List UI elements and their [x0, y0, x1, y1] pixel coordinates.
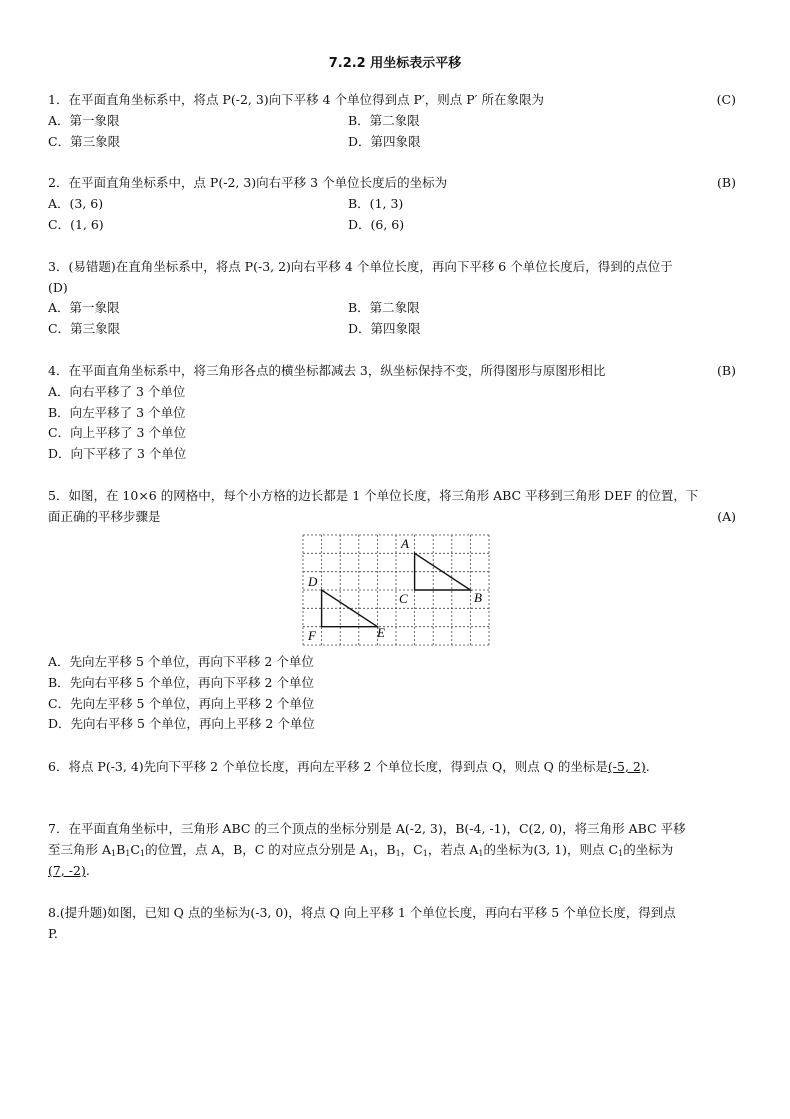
q3-option-a: A．第一象限	[48, 300, 120, 315]
q7-text: 的坐标为	[623, 842, 674, 857]
q2-option-a: A．(3, 6)	[48, 196, 104, 211]
q7-text: 的位置，点 A，B，C 的对应点分别是 A	[145, 842, 369, 857]
label-a: A	[401, 536, 409, 551]
q2-option-b: B．(1, 3)	[348, 196, 404, 211]
q6-line	[48, 759, 650, 775]
q1-stem: 1．在平面直角坐标系中，将点 P(-2, 3)向下平移 4 个单位得到点 P′，则点 P′ 所在象限为	[48, 92, 544, 107]
q7-line2	[48, 842, 673, 858]
q3-option-c: C．第三象限	[48, 321, 121, 336]
q3-answer: (D)	[48, 280, 68, 295]
q2-stem: 2．在平面直角坐标系中，点 P(-2, 3)向右平移 3 个单位长度后的坐标为	[48, 175, 448, 190]
q5-option-d: D．先向右平移 5 个单位，再向上平移 2 个单位	[48, 716, 315, 731]
q1-option-b: B．第二象限	[348, 113, 420, 128]
q7-sub: 1	[478, 849, 484, 858]
q7-text: ，B	[373, 842, 396, 857]
q5-option-b: B．先向右平移 5 个单位，再向下平移 2 个单位	[48, 675, 314, 690]
label-e: E	[377, 625, 385, 640]
q7-end: .	[85, 863, 90, 878]
q2-answer: (B)	[717, 175, 736, 190]
label-d: D	[308, 574, 318, 589]
q6-stem: 6．将点 P(-3, 4)先向下平移 2 个单位长度，再向左平移 2 个单位长度，得到点 Q，则点 Q 的坐标是	[48, 759, 608, 774]
q4-stem: 4．在平面直角坐标系中，将三角形各点的横坐标都减去 3，纵坐标保持不变，所得图形与原图形相比	[48, 363, 606, 378]
q4-option-b: B．向左平移了 3 个单位	[48, 405, 186, 420]
q4-option-c: C．向上平移了 3 个单位	[48, 425, 186, 440]
q6-end: .	[645, 759, 650, 774]
q7-sub: 1	[395, 849, 401, 858]
label-b: B	[474, 590, 482, 605]
q3-stem: 3．(易错题)在直角坐标系中，将点 P(-3, 2)向右平移 4 个单位长度，再向下平移 6 个单位长度后，得到的点位于	[48, 259, 673, 274]
q7-answer: (7, -2)	[48, 863, 86, 878]
page-title: 7.2.2 用坐标表示平移	[328, 56, 462, 71]
label-c: C	[399, 591, 408, 606]
q5-stem-line2: 面正确的平移步骤是	[48, 509, 161, 524]
q3-option-b: B．第二象限	[348, 300, 420, 315]
q5-grid-figure	[300, 532, 492, 648]
q3-option-d: D．第四象限	[348, 321, 421, 336]
label-f: F	[308, 628, 316, 643]
q5-stem-line1: 5．如图，在 10×6 的网格中，每个小方格的边长都是 1 个单位长度，将三角形 ABC 平移到三角形 DEF 的位置，下	[48, 488, 699, 503]
q7-text: C	[130, 842, 140, 857]
q7-text: ，C	[400, 842, 423, 857]
q5-option-c: C．先向左平移 5 个单位，再向上平移 2 个单位	[48, 696, 315, 711]
q7-text: 的坐标为(3, 1)，则点 C	[483, 842, 619, 857]
q5-answer: (A)	[717, 509, 736, 524]
q4-option-a: A．向右平移了 3 个单位	[48, 384, 186, 399]
q4-option-d: D．向下平移了 3 个单位	[48, 446, 187, 461]
q7-text: B	[116, 842, 126, 857]
q7-sub: 1	[422, 849, 428, 858]
q2-option-c: C．(1, 6)	[48, 217, 104, 232]
triangle-abc	[415, 553, 471, 590]
q7-sub: 1	[139, 849, 146, 858]
triangle-def	[322, 590, 378, 627]
q7-line1: 7．在平面直角坐标中，三角形 ABC 的三个顶点的坐标分别是 A(-2, 3)，B(-4, -1)，C(2, 0)，将三角形 ABC 平移	[48, 821, 686, 836]
q7-sub: 1	[125, 849, 131, 858]
q1-answer: (C)	[716, 92, 736, 107]
q7-text: ，若点 A	[427, 842, 479, 857]
q2-option-d: D．(6, 6)	[348, 217, 405, 232]
q7-line3	[48, 863, 90, 879]
q7-text: 至三角形 A	[48, 842, 112, 857]
q8-line1: 8.(提升题)如图，已知 Q 点的坐标为(-3, 0)，将点 Q 向上平移 1 个单位长度，再向右平移 5 个单位长度，得到点	[48, 905, 676, 920]
q5-option-a: A．先向左平移 5 个单位，再向下平移 2 个单位	[48, 654, 314, 669]
q6-answer: (-5, 2)	[607, 759, 646, 774]
q7-sub: 1	[618, 849, 624, 858]
q4-answer: (B)	[717, 363, 736, 378]
q1-option-d: D．第四象限	[348, 134, 421, 149]
q7-sub: 1	[111, 849, 117, 858]
q8-line2: P.	[48, 926, 58, 941]
q7-sub: 1	[368, 849, 374, 858]
q1-option-a: A．第一象限	[48, 113, 120, 128]
q1-option-c: C．第三象限	[48, 134, 121, 149]
